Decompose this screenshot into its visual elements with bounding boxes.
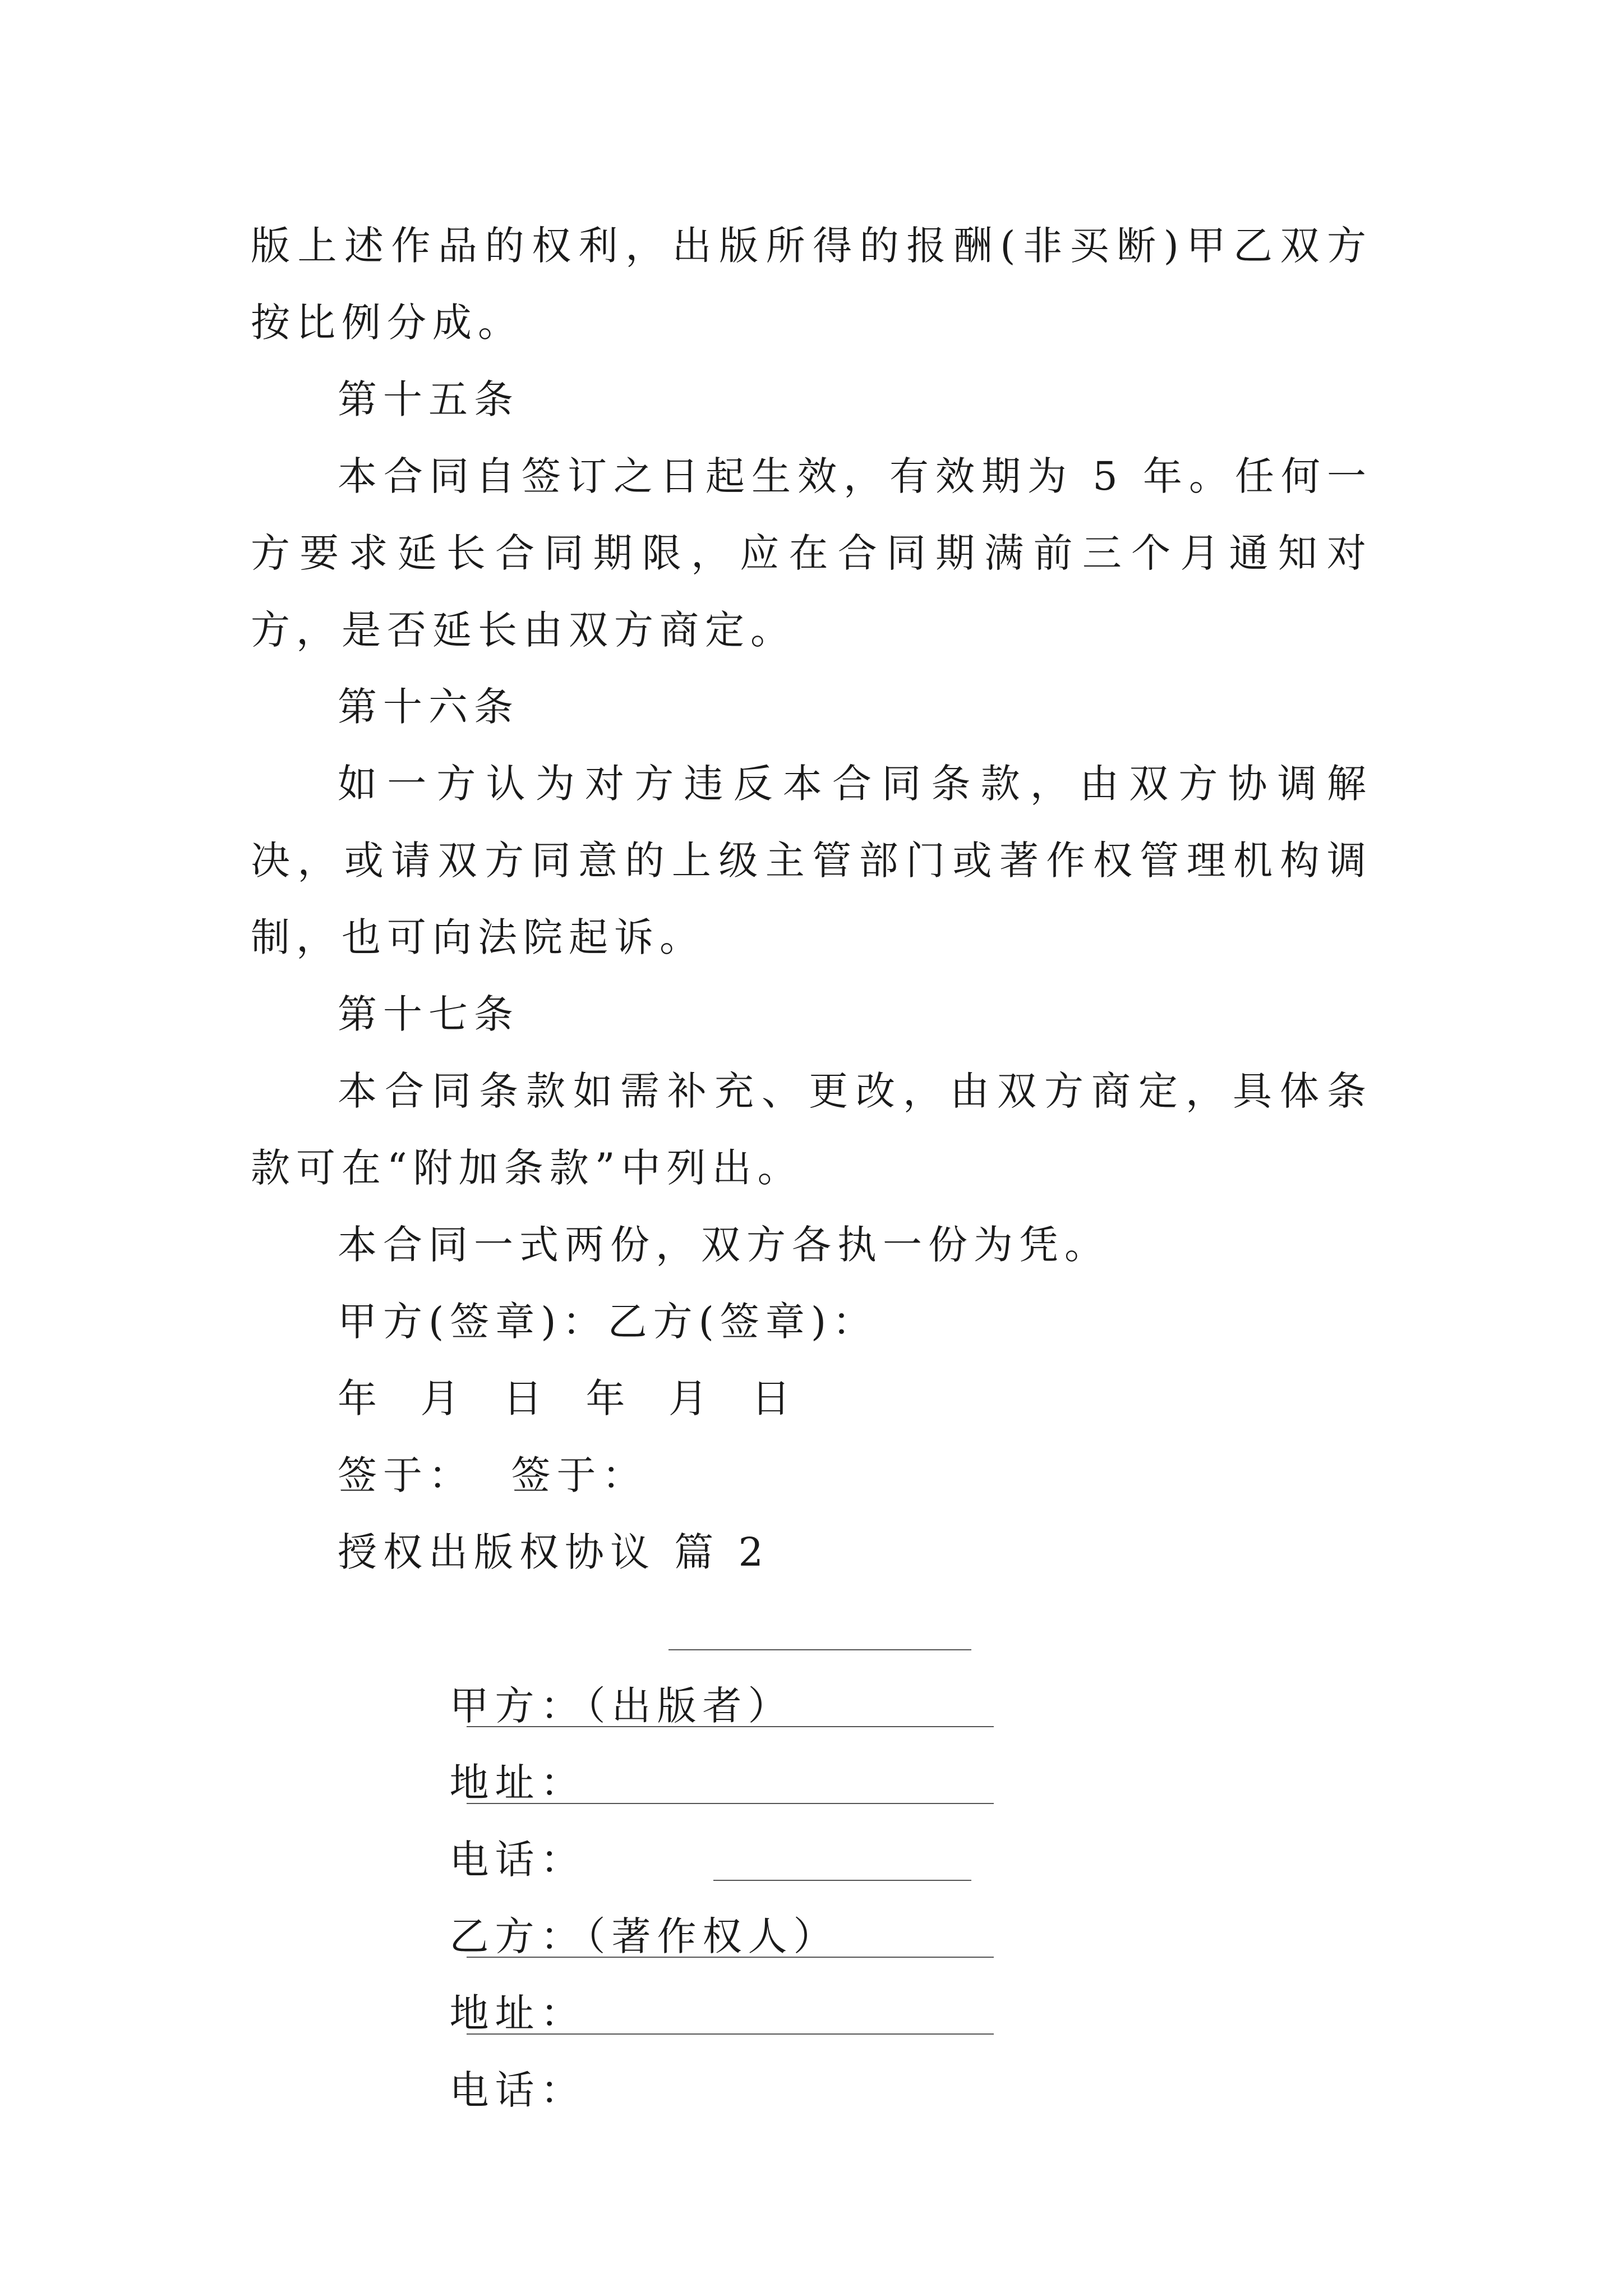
- signature-line: 甲方(签章)：乙方(签章)：: [338, 1299, 878, 1345]
- date-line: 年 月 日 年 月 日: [338, 1375, 797, 1421]
- clause-heading-17: 第十七条: [338, 991, 519, 1037]
- party-a-phone-blank: [467, 1803, 994, 1804]
- party-a-phone-field: [251, 1745, 1372, 1883]
- paragraph-clause-15: 本合同自签订之日起生效，有效期为 5 年。任何一方要求延长合同期限，应在合同期满前三个月通知对方，是否延长由双方商定。: [251, 453, 1372, 653]
- party-b-phone-blank: [467, 2033, 994, 2035]
- party-b-address-field: [251, 1898, 1372, 2036]
- paragraph-copies: 本合同一式两份，双方各执一份为凭。: [338, 1222, 1110, 1268]
- party-a-label: 甲方：（出版者）: [449, 1683, 794, 1729]
- section-title: 授权出版权协议 篇 2: [338, 1529, 770, 1575]
- party-a-address-field: [251, 1668, 1372, 1806]
- paragraph-clause-continuation: 版上述作品的权利，出版所得的报酬(非买断)甲乙双方按比例分成。: [251, 223, 1372, 346]
- document-body: [251, 208, 1372, 2113]
- paragraph-clause-16: 如一方认为对方违反本合同条款，由双方协调解决，或请双方同意的上级主管部门或著作权管理机构调制，也可向法院起诉。: [251, 761, 1372, 960]
- clause-heading-15: 第十五条: [338, 376, 519, 422]
- party-b-label: 乙方：（著作权人）: [449, 1913, 839, 1959]
- party-b-phone-label: 电话：: [449, 2067, 586, 2113]
- party-b-author-field: [251, 1821, 1372, 1959]
- paragraph-clause-17: 本合同条款如需补充、更改，由双方商定，具体条款可在“附加条款”中列出。: [251, 1068, 1372, 1191]
- party-a-blank: [668, 1649, 971, 1650]
- party-a-address-blank: [467, 1726, 994, 1727]
- party-a-publisher-field: [251, 1591, 1372, 1729]
- party-b-address-blank: [467, 1957, 994, 1958]
- place-line: 签于： 签于：: [338, 1452, 648, 1498]
- party-a-phone-label: 电话：: [449, 1837, 586, 1883]
- party-b-address-label: 地址：: [449, 1990, 586, 2036]
- clause-heading-16: 第十六条: [338, 684, 519, 730]
- party-b-phone-field: [251, 1975, 1372, 2113]
- party-a-address-label: 地址：: [449, 1760, 586, 1806]
- party-b-blank: [713, 1880, 971, 1881]
